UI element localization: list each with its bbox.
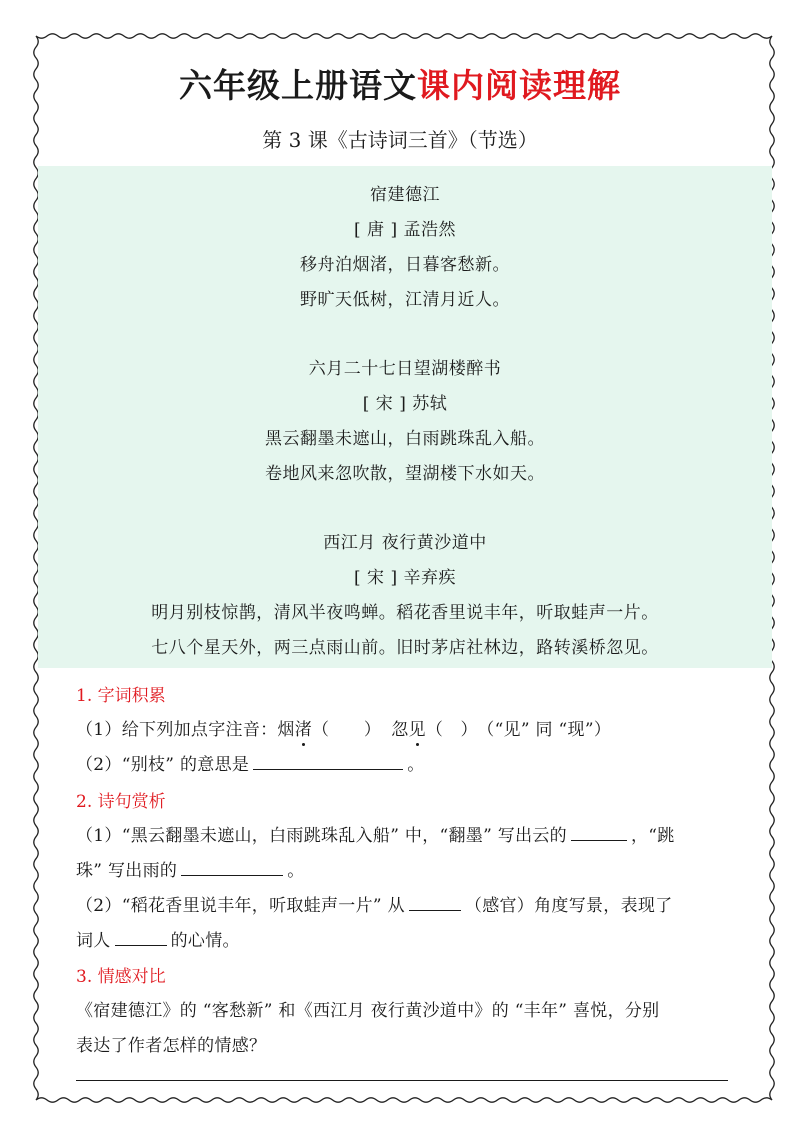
question-emotion: 《宿建德江》的 “客愁新” 和《西江月 夜行黄沙道中》的 “丰年” 喜悦，分别 bbox=[76, 1001, 660, 1021]
poem-line: 七八个星天外，两三点雨山前。旧时茅店社林边，路转溪桥忽见。 bbox=[151, 638, 659, 658]
question-emotion-cont: 表达了作者怎样的情感？ bbox=[76, 1036, 267, 1056]
dotted-char: 见 bbox=[408, 720, 426, 740]
title-black-part: 六年级上册语文 bbox=[179, 66, 417, 105]
question-imagery: （1）“黑云翻墨未遮山，白雨跳珠乱入船” 中，“翻墨” 写出云的 ，“跳 bbox=[76, 826, 675, 846]
answer-blank[interactable] bbox=[409, 894, 461, 911]
poem-line: 野旷天低树，江清月近人。 bbox=[300, 290, 510, 310]
section-title-emotion: 3. 情感对比 bbox=[76, 967, 166, 987]
dotted-char: 渚 bbox=[294, 720, 313, 740]
poem-author: [ 唐 ] 孟浩然 bbox=[354, 220, 456, 240]
question-pinyin: （1）给下列加点字注音：烟渚（ ） 忽见（ ） （“见” 同 “现”） bbox=[76, 720, 612, 740]
poem-title: 六月二十七日望湖楼醉书 bbox=[308, 359, 502, 379]
lesson-subtitle: 第 3 课《古诗词三首》（节选） bbox=[262, 128, 538, 152]
poem-title: 宿建德江 bbox=[370, 185, 440, 205]
question-imagery-cont: 珠” 写出雨的 。 bbox=[76, 861, 305, 881]
poem-line: 黑云翻墨未遮山，白雨跳珠乱入船。 bbox=[265, 429, 545, 449]
poem-title: 西江月 夜行黄沙道中 bbox=[323, 533, 487, 553]
question-senses: （2）“稻花香里说丰年，听取蛙声一片” 从 （感官）角度写景，表现了 bbox=[76, 896, 673, 916]
question-senses-cont: 词人 的心情。 bbox=[76, 931, 240, 951]
section-title-appreciation: 2. 诗句赏析 bbox=[76, 792, 166, 812]
question-meaning: （2）“别枝” 的意思是 。 bbox=[76, 755, 425, 775]
poem-author: [ 宋 ] 苏轼 bbox=[362, 394, 448, 414]
poem-line: 卷地风来忽吹散，望湖楼下水如天。 bbox=[265, 464, 545, 484]
answer-blank[interactable] bbox=[181, 859, 283, 876]
page-title bbox=[0, 60, 800, 107]
poem-line: 明月别枝惊鹊，清风半夜鸣蝉。稻花香里说丰年，听取蛙声一片。 bbox=[151, 603, 659, 623]
pinyin-blank[interactable]: （ ） bbox=[425, 720, 478, 740]
answer-line[interactable] bbox=[76, 1080, 728, 1081]
answer-blank[interactable] bbox=[115, 929, 167, 946]
section-title-vocabulary: 1. 字词积累 bbox=[76, 686, 166, 706]
answer-blank[interactable] bbox=[253, 753, 403, 770]
poem-line: 移舟泊烟渚，日暮客愁新。 bbox=[300, 255, 510, 275]
answer-blank[interactable] bbox=[571, 824, 627, 841]
title-red-part: 课内阅读理解 bbox=[417, 66, 621, 105]
pinyin-blank[interactable]: （ ） bbox=[312, 720, 382, 740]
poem-panel bbox=[38, 166, 772, 668]
poem-author: [ 宋 ] 辛弃疾 bbox=[354, 568, 456, 588]
